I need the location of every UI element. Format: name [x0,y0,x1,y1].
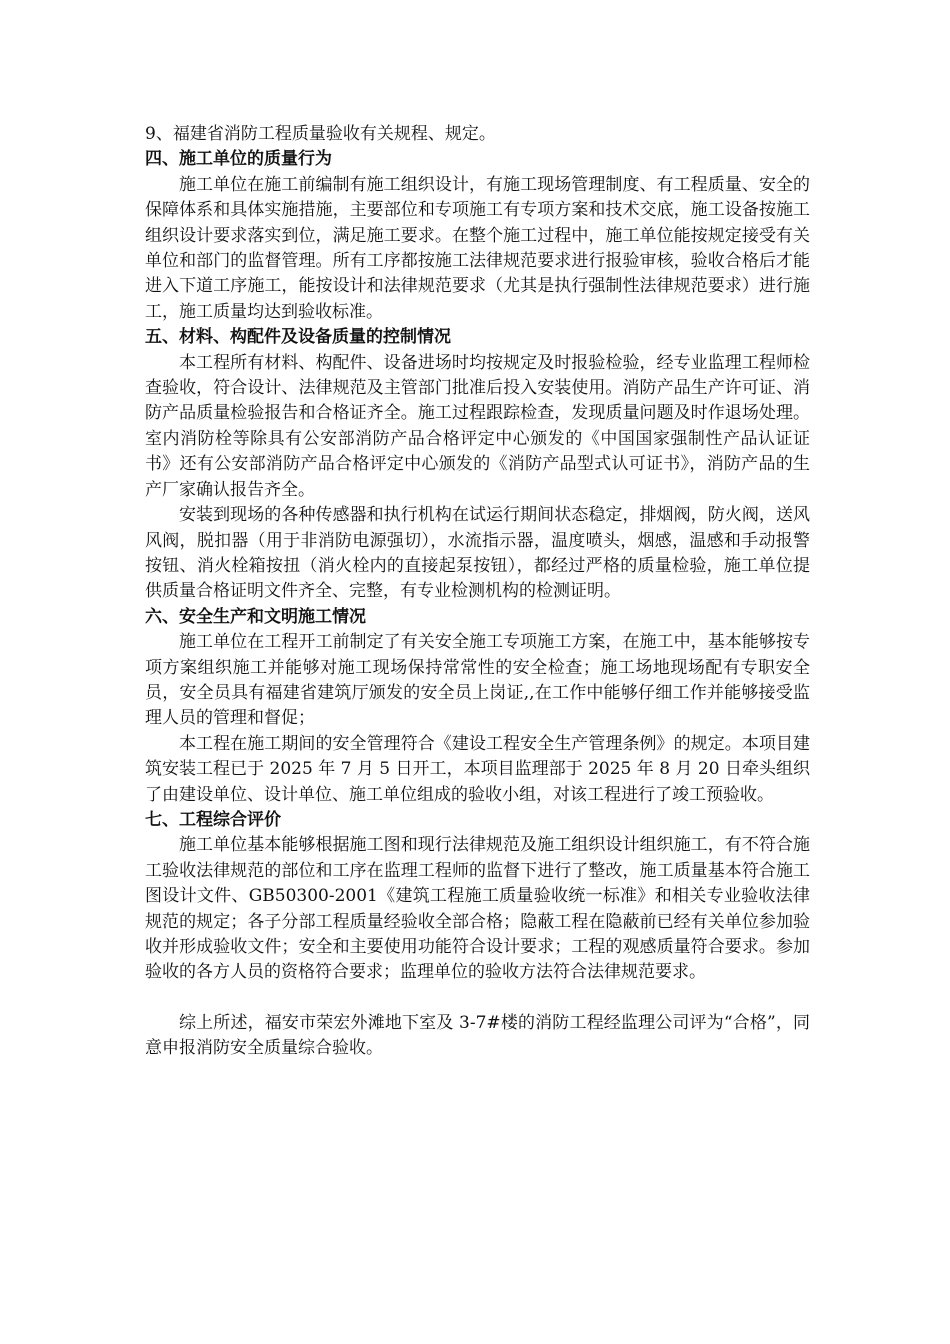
section-6-paragraph-2: 本工程在施工期间的安全管理符合《建设工程安全生产管理条例》的规定。本项目建筑安装工程已于 2025 年 7 月 5 日开工，本项目监理部于 2025 年 8 月 20 日牵头组织了由建设单位、设计单位、施工单位组成的验收小组，对该工程进行了竣工预验收。 [145,733,810,805]
document-body [145,122,810,1062]
section-5-heading: 五、材料、构配件及设备质量的控制情况 [145,327,451,348]
section-4-heading: 四、施工单位的质量行为 [145,149,332,170]
section-5-paragraph-2: 安装到现场的各种传感器和执行机构在试运行期间状态稳定，排烟阀，防火阀，送风风阀，脱扣器（用于非消防电源强切），水流指示器，温度喷头，烟感，温感和手动报警按钮、消火栓箱按扭（消火栓内的直接起泵按钮），都经过严格的质量检验，施工单位提供质量合格证明文件齐全、完整，有专业检测机构的检测证明。 [145,505,810,602]
section-7-paragraph-1: 施工单位基本能够根据施工图和现行法律规范及施工组织设计组织施工，有不符合施工验收法律规范的部位和工序在监理工程师的监督下进行了整改，施工质量基本符合施工图设计文件、GB50300-2001《建筑工程施工质量验收统一标准》和相关专业验收法律规范的规定；各子分部工程质量经验收全部合格；隐蔽工程在隐蔽前已经有关单位参加验收并形成验收文件；安全和主要使用功能符合设计要求；工程的观感质量符合要求。参加验收的各方人员的资格符合要求；监理单位的验收方法符合法律规范要求。 [145,835,810,983]
section-6-heading: 六、安全生产和文明施工情况 [145,606,366,627]
section-6-paragraph-1: 施工单位在工程开工前制定了有关安全施工专项施工方案，在施工中，基本能够按专项方案组织施工并能够对施工现场保持常常性的安全检查；施工场地现场配有专职安全员，安全员具有福建省建筑厅颁发的安全员上岗证,,在工作中能够仔细工作并能够接受监理人员的管理和督促； [145,632,810,729]
section-5-paragraph-1: 本工程所有材料、构配件、设备进场时均按规定及时报验检验，经专业监理工程师检查验收，符合设计、法律规范及主管部门批准后投入安装使用。消防产品生产许可证、消防产品质量检验报告和合格证齐全。施工过程跟踪检查，发现质量问题及时作退场处理。室内消防栓等除具有公安部消防产品合格评定中心颁发的《中国国家强制性产品认证证书》还有公安部消防产品合格评定中心颁发的《消防产品型式认可证书》，消防产品的生产厂家确认报告齐全。 [145,352,810,500]
reference-item-9: 9、福建省消防工程质量验收有关规程、规定。 [145,124,496,144]
section-7-heading: 七、工程综合评价 [145,809,281,830]
conclusion-paragraph: 综上所述，福安市荣宏外滩地下室及 3-7#楼的消防工程经监理公司评为“合格”，同意申报消防安全质量综合验收。 [145,1012,810,1059]
section-4-paragraph-1: 施工单位在施工前编制有施工组织设计，有施工现场管理制度、有工程质量、安全的保障体系和具体实施措施，主要部位和专项施工有专项方案和技术交底，施工设备按施工组织设计要求落实到位，满足施工要求。在整个施工过程中，施工单位能按规定接受有关单位和部门的监督管理。所有工序都按施工法律规范要求进行报验审核，验收合格后才能进入下道工序施工，能按设计和法律规范要求（尤其是执行强制性法律规范要求）进行施工，施工质量均达到验收标准。 [145,174,810,322]
blank-line-spacer [145,986,810,1011]
